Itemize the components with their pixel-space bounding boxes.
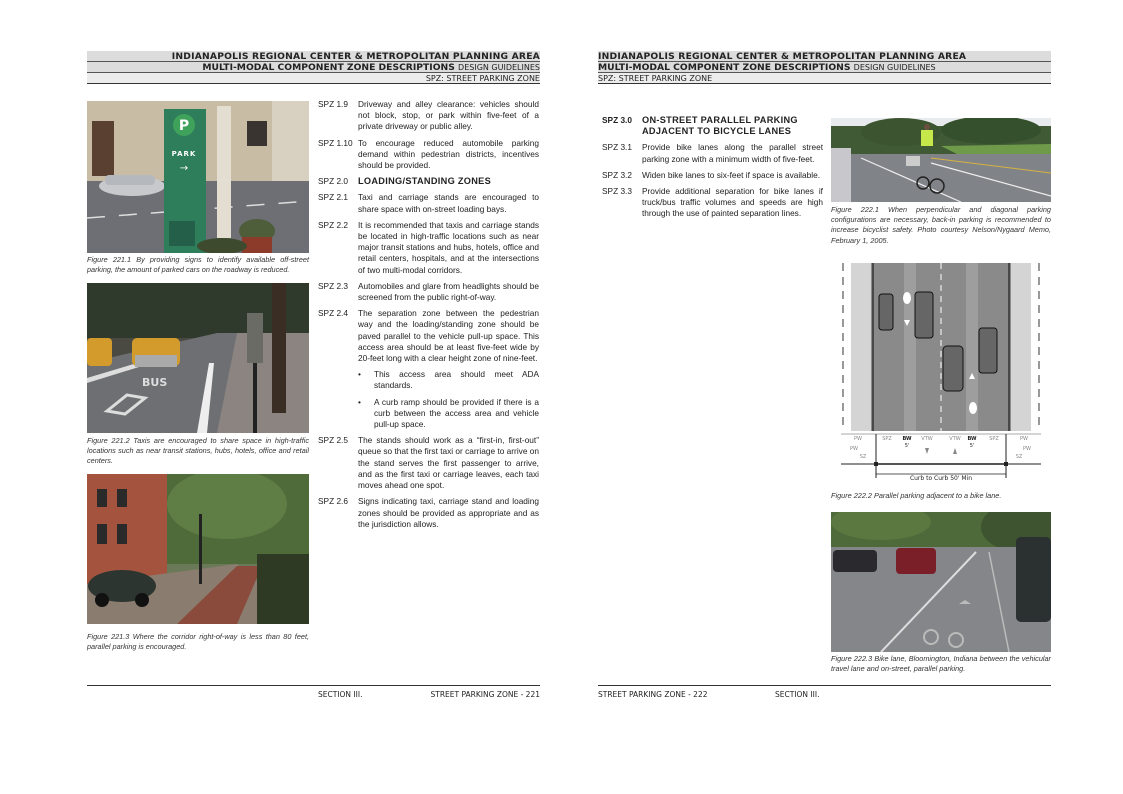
page-header	[598, 51, 1051, 84]
photo-taxi-bus-lane	[87, 283, 309, 433]
guideline-code: SPZ 2.3	[318, 280, 348, 291]
sub-label-sz: SZ	[859, 454, 867, 460]
sign-arrow: →	[179, 163, 189, 174]
section-heading	[602, 115, 823, 137]
sign-word: PARK	[171, 150, 197, 158]
caption-figure-221-2: Figure 221.2 Taxis are encouraged to share space in high-traffic locations such as near transit stations, hubs, hotels, office and retail centers.	[87, 436, 309, 466]
header-subtitle-bold: MULTI-MODAL COMPONENT ZONE DESCRIPTIONS	[202, 62, 455, 73]
guidelines-column	[602, 115, 823, 225]
guideline-text: Provide bike lanes along the parallel street parking zone with a minimum width of five-feet.	[642, 142, 823, 164]
guideline-item	[318, 435, 539, 491]
guideline-item	[318, 220, 539, 276]
guideline-text: Widen bike lanes to six-feet if space is available.	[642, 169, 821, 180]
guideline-code: SPZ 2.5	[318, 435, 348, 446]
bullet-text: A curb ramp should be provided if there is a curb between the access area and vehicle pull-up space.	[374, 396, 539, 430]
zone-label-spz: SPZ	[882, 436, 892, 442]
guideline-text: To encourage reduced automobile parking demand within pedestrian districts, incentives should be provided.	[358, 137, 539, 171]
guideline-text: Driveway and alley clearance: vehicles should not block, stop, or park within five-feet of a private driveway or public alley.	[358, 99, 539, 132]
section-heading-text: ON-STREET PARALLEL PARKING ADJACENT TO BICYCLE LANES	[642, 115, 798, 137]
bullet-item	[358, 397, 539, 431]
curb-to-curb-dimension: Curb to Curb 50' Min	[909, 475, 973, 482]
guideline-code: SPZ 3.1	[602, 142, 632, 153]
guideline-text: Automobiles and glare from headlights should be screened from the public right-of-way.	[358, 280, 539, 303]
right-page	[598, 0, 1051, 794]
bullet-text: This access area should meet ADA standards.	[374, 369, 539, 391]
photo-park-sign	[87, 101, 309, 253]
guideline-item	[318, 192, 539, 214]
zone-label-pw: PW	[1020, 436, 1028, 442]
caption-figure-221-1: Figure 221.1 By providing signs to identify available off-street parking, the amount of parked cars on the roadway is reduced.	[87, 255, 309, 275]
sub-label-pw: PW	[850, 446, 858, 452]
zone-label-spz: SPZ	[989, 436, 999, 442]
guideline-item	[318, 308, 539, 364]
header-title: INDIANAPOLIS REGIONAL CENTER & METROPOLITAN PLANNING AREA	[87, 51, 540, 62]
footer-page-number: STREET PARKING ZONE - 222	[598, 690, 708, 699]
zone-label-vtw: VTW	[949, 436, 961, 442]
guideline-item	[318, 99, 539, 133]
guideline-item	[318, 281, 539, 303]
guideline-text: Taxi and carriage stands are encouraged to share space with on-street loading bays.	[358, 192, 539, 214]
sub-label-pw: PW	[1023, 446, 1031, 452]
header-subtitle-bold: MULTI-MODAL COMPONENT ZONE DESCRIPTIONS	[598, 62, 851, 73]
diagram-bike-lane-cross-section	[841, 258, 1041, 486]
guideline-item	[602, 142, 823, 164]
header-subtitle-guidelines: DESIGN GUIDELINES	[853, 63, 936, 72]
caption-figure-222-3: Figure 222.3 Bike lane, Bloomington, Indiana between the vehicular travel lane and on-street, parallel parking.	[831, 654, 1051, 674]
header-section: SPZ: STREET PARKING ZONE	[598, 73, 1051, 84]
page-header	[87, 51, 540, 84]
bw-width-label: 5'	[904, 443, 910, 449]
bullet-item	[358, 369, 539, 391]
guideline-text: The separation zone between the pedestrian way and the loading/standing zone should be paved parallel to the vehicle pull-up space. This access area should be at least five-feet wide by 20-feet long with a clear height zone of nine-feet.	[358, 308, 539, 364]
bullet-icon: •	[358, 396, 361, 407]
guideline-code: SPZ 3.0	[602, 115, 632, 125]
guideline-text: The stands should work as a “first-in, first-out” queue so that the first taxi or carriage to arrive on the stand serves the first passenger to arrive, and as the first taxi or carriage leaves, each taxi moves ahead one spot.	[358, 435, 539, 491]
zone-label-vtw: VTW	[921, 436, 933, 442]
guideline-item	[602, 170, 823, 181]
left-page	[87, 0, 540, 794]
guidelines-column	[318, 99, 539, 535]
footer-page-number: STREET PARKING ZONE - 221	[430, 690, 540, 699]
guideline-code: SPZ 3.2	[602, 169, 632, 180]
road-marking-text: BUS	[142, 376, 168, 389]
guideline-item	[318, 496, 539, 530]
section-heading	[318, 176, 539, 187]
guideline-code: SPZ 3.3	[602, 186, 632, 197]
footer-section: SECTION III.	[775, 690, 820, 699]
guideline-code: SPZ 2.2	[318, 219, 348, 230]
photo-cyclist	[831, 118, 1051, 202]
guideline-code: SPZ 2.6	[318, 496, 348, 507]
zone-label-pw: PW	[854, 436, 862, 442]
sign-letter: P	[178, 118, 190, 134]
guideline-item	[602, 186, 823, 220]
guideline-item	[318, 138, 539, 172]
bw-width-label: 5'	[969, 443, 975, 449]
section-heading-text: LOADING/STANDING ZONES	[358, 176, 492, 187]
guideline-code: SPZ 2.4	[318, 308, 348, 319]
guideline-text: Provide additional separation for bike lanes if truck/bus traffic volumes and speeds are high through the use of painted separation lines.	[642, 186, 823, 219]
guideline-code: SPZ 2.0	[318, 176, 348, 187]
zone-label-bw: BW	[967, 436, 977, 442]
guideline-text: Signs indicating taxi, carriage stand and loading zones should be provided as appropriate and as the jurisdiction allows.	[358, 496, 539, 529]
header-section: SPZ: STREET PARKING ZONE	[87, 73, 540, 84]
guideline-code: SPZ 1.10	[318, 137, 353, 148]
guideline-text: It is recommended that taxis and carriage stands be located in high-traffic locations such as near major transit stations and hubs, hotels, office and retail centers, hospitals, and at the intersections of two multi-modal corridors.	[358, 219, 539, 275]
sub-label-sz: SZ	[1015, 454, 1023, 460]
page-footer	[598, 685, 1051, 699]
caption-figure-221-3: Figure 221.3 Where the corridor right-of-way is less than 80 feet, parallel parking is encouraged.	[87, 632, 309, 652]
caption-figure-222-2: Figure 222.2 Parallel parking adjacent to a bike lane.	[831, 491, 1002, 500]
photo-bike-lane-bloomington	[831, 512, 1051, 652]
zone-label-bw: BW	[902, 436, 912, 442]
guideline-code: SPZ 2.1	[318, 192, 348, 203]
header-subtitle-guidelines: DESIGN GUIDELINES	[458, 63, 540, 72]
footer-section: SECTION III.	[318, 690, 363, 699]
guideline-code: SPZ 1.9	[318, 99, 348, 109]
page-footer	[87, 685, 540, 699]
header-title: INDIANAPOLIS REGIONAL CENTER & METROPOLITAN PLANNING AREA	[598, 51, 1051, 62]
header-subtitle	[598, 62, 1051, 73]
caption-figure-222-1: Figure 222.1 When perpendicular and diagonal parking configurations are necessary, back-in parking is recommended to increase bicyclist safety. Photo courtesy Nelson/Nygaard Memo, February 1, 2005.	[831, 205, 1051, 245]
photo-tree-lined-street	[87, 474, 309, 624]
bullet-icon: •	[358, 369, 361, 380]
header-subtitle	[87, 62, 540, 73]
